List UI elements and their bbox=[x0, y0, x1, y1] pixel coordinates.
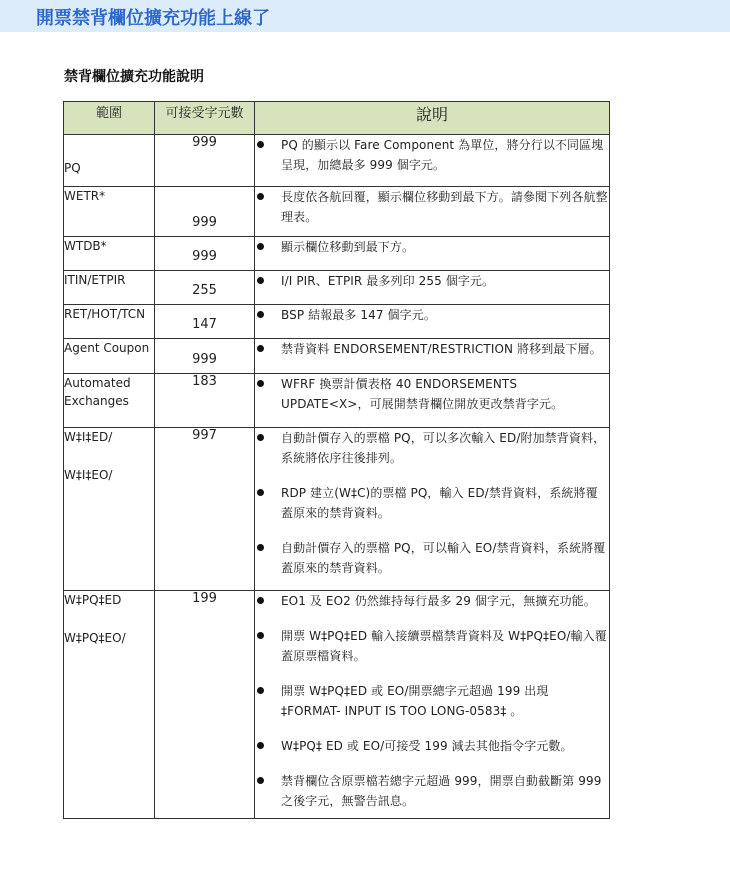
description-cell bbox=[255, 135, 610, 187]
bullet-item bbox=[255, 374, 609, 414]
bullet-dot-icon bbox=[255, 681, 281, 701]
table-header-row bbox=[64, 102, 610, 135]
bullet-item bbox=[255, 271, 609, 291]
scope-cell bbox=[64, 237, 155, 271]
bullet-item bbox=[255, 736, 609, 756]
count-cell: 999 bbox=[155, 339, 255, 374]
bullet-text: 長度依各航回覆，顯示欄位移動到最下方。請參閱下列各航整理表。 bbox=[281, 190, 608, 224]
bullet-item bbox=[255, 339, 609, 359]
banner-title: 開票禁背欄位擴充功能上線了 bbox=[36, 8, 270, 29]
count-cell: 999 bbox=[155, 237, 255, 271]
bullet-text: PQ 的顯示以 Fare Component 為單位，將分行以不同區塊呈現，加總最多 999 個字元。 bbox=[281, 138, 604, 172]
bullet-text: 自動計價存入的票檔 PQ，可以輸入 EO/禁背資料，系統將覆蓋原來的禁背資料。 bbox=[281, 541, 606, 575]
description-cell bbox=[255, 591, 610, 819]
bullet-text: 自動計價存入的票檔 PQ，可以多次輸入 ED/附加禁背資料，系統將依序往後排列。 bbox=[281, 431, 606, 465]
scope-label: W‡I‡ED/ bbox=[64, 430, 113, 444]
scope-label: Automated bbox=[64, 376, 131, 390]
bullet-dot-icon bbox=[255, 135, 281, 155]
scope-gap bbox=[64, 609, 154, 629]
bullet-item bbox=[255, 135, 609, 175]
header-scope: 範圍 bbox=[64, 102, 155, 135]
bullet-item bbox=[255, 538, 609, 578]
scope-label: Exchanges bbox=[64, 394, 129, 408]
scope-cell bbox=[64, 591, 155, 819]
count-cell: 147 bbox=[155, 305, 255, 339]
bullet-item bbox=[255, 483, 609, 523]
bullet-dot-icon bbox=[255, 374, 281, 394]
header-desc: 說明 bbox=[255, 102, 610, 135]
bullet-dot-icon bbox=[255, 271, 281, 291]
scope-label: Agent Coupon bbox=[64, 341, 150, 355]
bullet-dot-icon bbox=[255, 626, 281, 646]
bullet-item bbox=[255, 626, 609, 666]
bullet-text: I/I PIR、ETPIR 最多列印 255 個字元。 bbox=[281, 274, 495, 288]
table-row bbox=[64, 339, 610, 374]
table-row bbox=[64, 237, 610, 271]
bullet-text: WFRF 換票計價表格 40 ENDORSEMENTS UPDATE<X>，可展開禁背欄位開放更改禁背字元。 bbox=[281, 377, 564, 411]
bullet-dot-icon bbox=[255, 538, 281, 558]
bullet-text: 開票 W‡PQ‡ED 輸入接續票檔禁背資料及 W‡PQ‡EO/輸入覆蓋原票檔資料。 bbox=[281, 629, 607, 663]
description-cell bbox=[255, 374, 610, 428]
count-cell: 255 bbox=[155, 271, 255, 305]
bullet-dot-icon bbox=[255, 591, 281, 611]
header-count: 可接受字元數 bbox=[155, 102, 255, 135]
section-title: 禁背欄位擴充功能說明 bbox=[64, 69, 204, 85]
table-row bbox=[64, 187, 610, 237]
count-cell: 999 bbox=[155, 187, 255, 237]
description-cell bbox=[255, 237, 610, 271]
table-row bbox=[64, 271, 610, 305]
bullet-item bbox=[255, 187, 609, 227]
bullet-item bbox=[255, 237, 609, 257]
bullet-item bbox=[255, 681, 609, 721]
table-row bbox=[64, 591, 610, 819]
bullet-dot-icon bbox=[255, 339, 281, 359]
scope-cell bbox=[64, 305, 155, 339]
bullet-item bbox=[255, 428, 609, 468]
bullet-text: BSP 結報最多 147 個字元。 bbox=[281, 308, 436, 322]
table-row bbox=[64, 374, 610, 428]
bullet-item bbox=[255, 591, 609, 611]
bullet-text: 顯示欄位移動到最下方。 bbox=[281, 240, 415, 254]
scope-cell bbox=[64, 135, 155, 187]
bullet-text: 禁背欄位含原票檔若總字元超過 999，開票自動截斷第 999 之後字元，無警告訊息。 bbox=[281, 774, 602, 808]
bullet-text: W‡PQ‡ ED 或 EO/可接受 199 減去其他指令字元數。 bbox=[281, 739, 573, 753]
table-row bbox=[64, 135, 610, 187]
bullet-text: EO1 及 EO2 仍然維持每行最多 29 個字元，無擴充功能。 bbox=[281, 594, 596, 608]
scope-cell bbox=[64, 428, 155, 591]
table-body bbox=[64, 135, 610, 819]
description-cell bbox=[255, 428, 610, 591]
table-row bbox=[64, 428, 610, 591]
scope-cell bbox=[64, 374, 155, 428]
bullet-dot-icon bbox=[255, 736, 281, 756]
scope-cell bbox=[64, 339, 155, 374]
scope-label: RET/HOT/TCN bbox=[64, 307, 146, 321]
bullet-dot-icon bbox=[255, 187, 281, 207]
description-cell bbox=[255, 339, 610, 374]
scope-cell bbox=[64, 271, 155, 305]
count-cell: 999 bbox=[155, 135, 255, 187]
scope-label: WETR* bbox=[64, 189, 106, 203]
scope-label: PQ bbox=[64, 160, 81, 175]
scope-label: W‡I‡EO/ bbox=[64, 468, 113, 482]
bullet-text: RDP 建立(W‡C)的票檔 PQ，輸入 ED/禁背資料，系統將覆蓋原來的禁背資料。 bbox=[281, 486, 598, 520]
bullet-dot-icon bbox=[255, 305, 281, 325]
scope-cell bbox=[64, 187, 155, 237]
scope-label: W‡PQ‡EO/ bbox=[64, 631, 126, 645]
bullet-dot-icon bbox=[255, 237, 281, 257]
spec-table bbox=[63, 101, 610, 819]
bullet-dot-icon bbox=[255, 428, 281, 448]
bullet-text: 開票 W‡PQ‡ED 或 EO/開票總字元超過 199 出現 ‡FORMAT- INPUT IS TOO LONG-0583‡ 。 bbox=[281, 684, 549, 718]
description-cell bbox=[255, 305, 610, 339]
scope-label: W‡PQ‡ED bbox=[64, 593, 122, 607]
table-row bbox=[64, 305, 610, 339]
bullet-item bbox=[255, 771, 609, 811]
bullet-dot-icon bbox=[255, 771, 281, 791]
description-cell bbox=[255, 271, 610, 305]
top-banner bbox=[0, 0, 730, 32]
scope-label: ITIN/ETPIR bbox=[64, 273, 126, 287]
bullet-text: 禁背資料 ENDORSEMENT/RESTRICTION 將移到最下層。 bbox=[281, 342, 602, 356]
scope-label: WTDB* bbox=[64, 239, 107, 253]
count-cell: 997 bbox=[155, 428, 255, 591]
description-cell bbox=[255, 187, 610, 237]
bullet-item bbox=[255, 305, 609, 325]
scope-gap bbox=[64, 446, 154, 466]
bullet-dot-icon bbox=[255, 483, 281, 503]
count-cell: 183 bbox=[155, 374, 255, 428]
count-cell: 199 bbox=[155, 591, 255, 819]
